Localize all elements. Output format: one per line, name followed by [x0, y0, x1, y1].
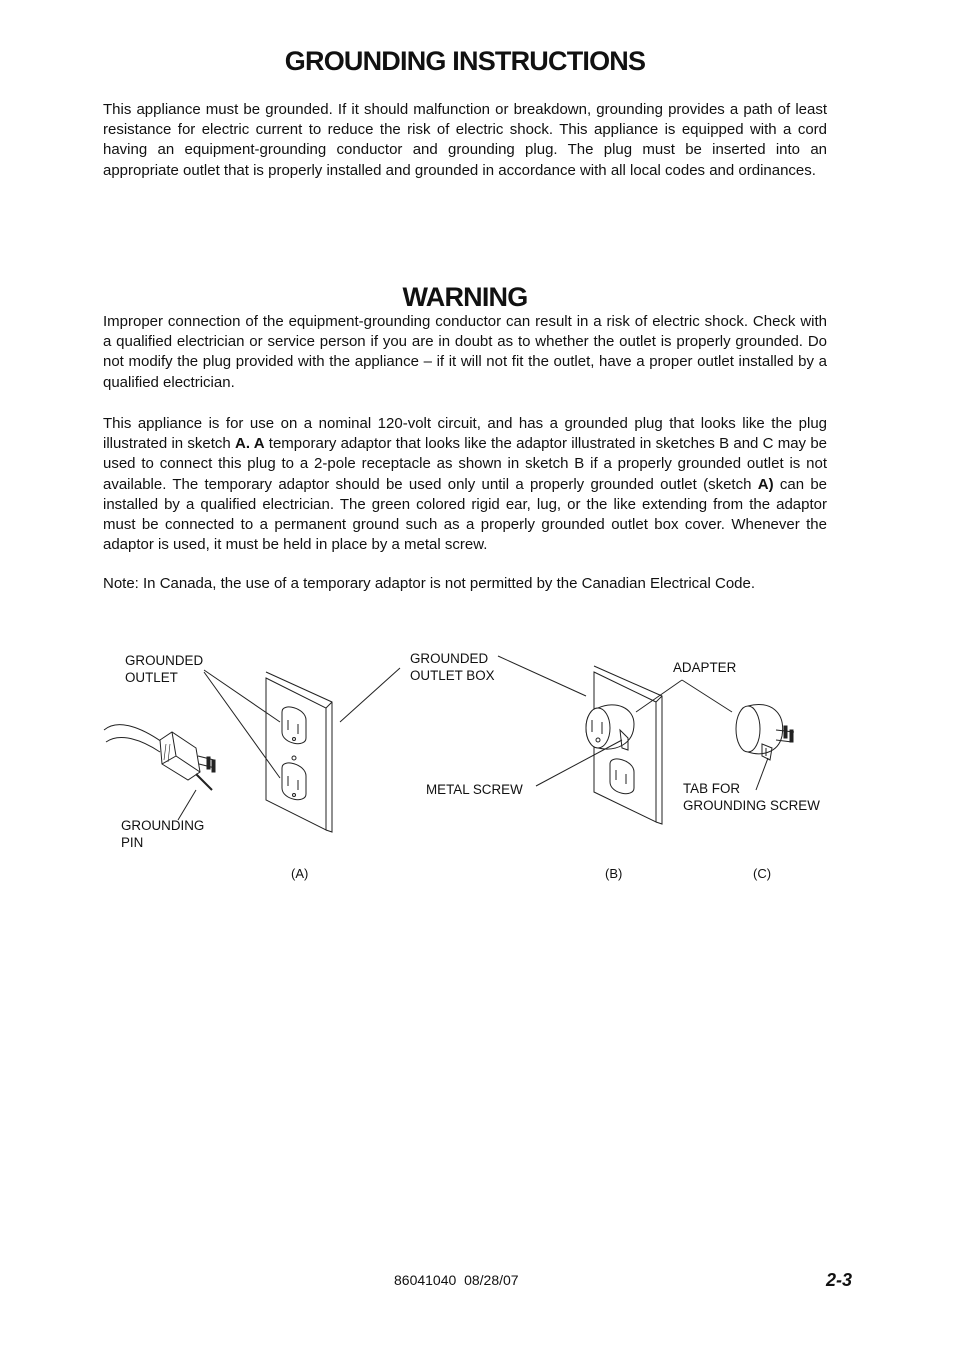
leader-adapter-2 — [682, 680, 732, 712]
warning-heading: WARNING — [402, 282, 528, 312]
caption-c: (C) — [753, 866, 772, 881]
leader-grounding-pin — [178, 790, 196, 820]
label-grounded-outlet: GROUNDED OUTLET — [125, 653, 204, 685]
page-title: GROUNDING INSTRUCTIONS — [284, 46, 646, 76]
caption-a: (A) — [291, 866, 309, 881]
caption-b: (B) — [605, 866, 623, 881]
usage-bold-1: A. A — [235, 435, 265, 453]
leader-outlet-box-b — [498, 656, 586, 696]
note-paragraph: Note: In Canada, the use of a temporary adaptor is not permitted by the Canadian Electrical Code. — [103, 575, 756, 592]
cord-lower-edge — [106, 737, 160, 752]
usage-bold-2: A) — [757, 475, 774, 493]
warning-paragraph: Improper connection of the equipment-grounding conductor can result in a risk of electric shock. Check with a qualified electrician or service person if you are in doubt as to whether the outlet is properly grounded. Do not modify the plug provided with the appliance – if it will not fit the outlet, have a proper outlet installed by a qualified electrician. — [103, 313, 827, 391]
usage-text-1: This appliance is for use on a nominal 120-volt circuit, and has a grounded plug that looks like the plug illustrated in sketch — [103, 415, 827, 453]
wall-outlet-a — [266, 672, 332, 832]
leader-outlet-box-a — [340, 668, 400, 722]
document-code: 86041040 08/28/07 — [394, 1272, 519, 1288]
adapter-c — [736, 704, 794, 760]
label-metal-screw: METAL SCREW — [426, 782, 523, 797]
intro-paragraph: This appliance must be grounded. If it should malfunction or breakdown, grounding provides a path of least resistance for electric current to reduce the risk of electric shock. This appliance is equipped with a cord having an equipment-grounding conductor and grounding plug. The plug must be inserted into an appropriate outlet that is properly installed and grounded in accordance with all local codes and ordinances. — [103, 101, 827, 179]
label-grounded-outlet-box: GROUNDED OUTLET BOX — [410, 651, 495, 683]
grounded-plug — [160, 732, 215, 790]
page-number: 2-3 — [826, 1270, 853, 1290]
usage-text-3: can be installed by a qualified electrician. The green colored rigid ear, lug, or the like extending from the adaptor must be connected to a permanent ground such as a properly grounded outlet box cover. Whenever the adaptor is used, it must be held in place by a metal screw. — [103, 475, 827, 554]
label-tab-for-grounding-screw: TAB FOR GROUNDING SCREW — [683, 781, 820, 813]
usage-text-2: temporary adaptor that looks like the adaptor illustrated in sketches B and C may be used to connect this plug to a 2-pole receptacle as shown in sketch B if a properly grounded outlet is not available. The temporary adaptor should be used only until a properly grounded outlet (sketch — [103, 435, 827, 493]
label-grounding-pin: GROUNDING PIN — [121, 818, 205, 850]
label-adapter: ADAPTER — [673, 660, 737, 675]
